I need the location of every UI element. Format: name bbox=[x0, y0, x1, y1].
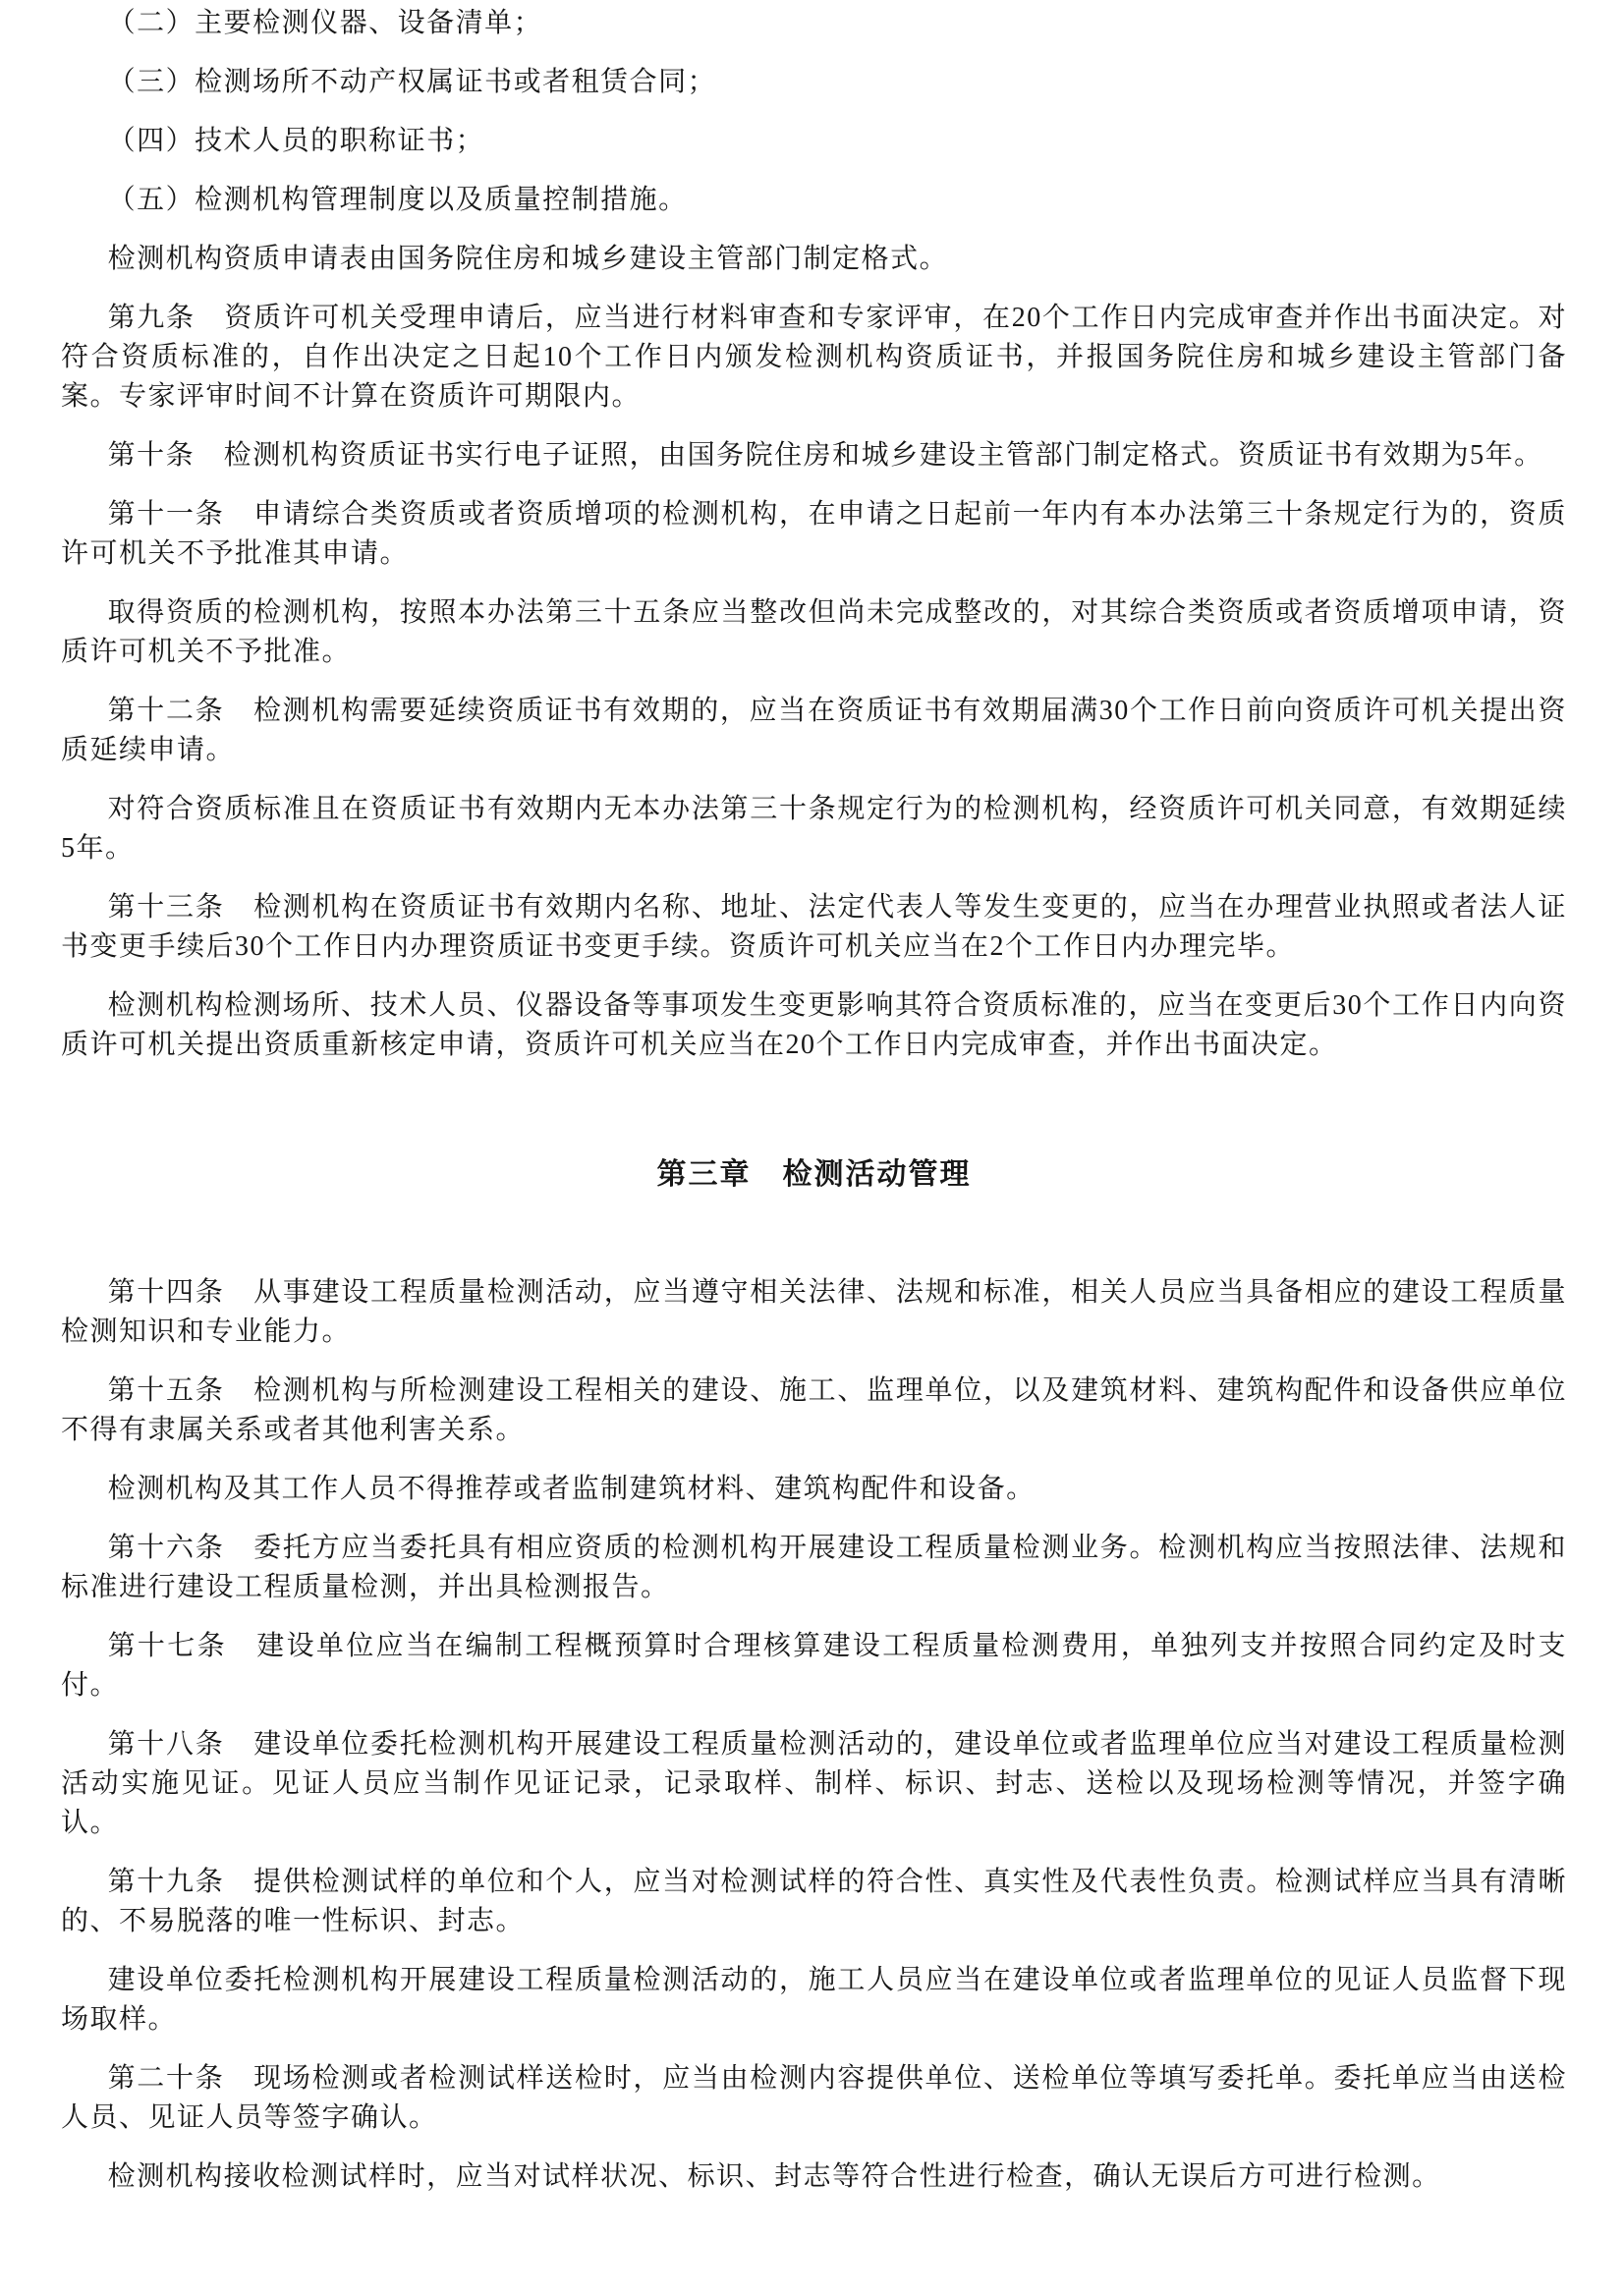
article-14-paragraph: 第十四条 从事建设工程质量检测活动，应当遵守相关法律、法规和标准，相关人员应当具备相应的建设工程质量检测知识和专业能力。 bbox=[61, 1277, 1567, 1347]
article-9-paragraph: 第九条 资质许可机关受理申请后，应当进行材料审查和专家评审，在20个工作日内完成审查并作出书面决定。对符合资质标准的，自作出决定之日起10个工作日内颁发检测机构资质证书，并报国务院住房和城乡建设主管部门备案。专家评审时间不计算在资质许可期限内。 bbox=[61, 303, 1567, 412]
article-18-paragraph: 第十八条 建设单位委托检测机构开展建设工程质量检测活动的，建设单位或者监理单位应当对建设工程质量检测活动实施见证。见证人员应当制作见证记录，记录取样、制样、标识、封志、送检以及现场检测等情况，并签字确认。 bbox=[61, 1729, 1567, 1838]
article-19-paragraph-1: 第十九条 提供检测试样的单位和个人，应当对检测试样的符合性、真实性及代表性负责。检测试样应当具有清晰的、不易脱落的唯一性标识、封志。 bbox=[61, 1867, 1567, 1936]
article-16-paragraph: 第十六条 委托方应当委托具有相应资质的检测机构开展建设工程质量检测业务。检测机构应当按照法律、法规和标准进行建设工程质量检测，并出具检测报告。 bbox=[61, 1533, 1567, 1602]
article-13-paragraph-2: 检测机构检测场所、技术人员、仪器设备等事项发生变更影响其符合资质标准的，应当在变更后30个工作日内向资质许可机关提出资质重新核定申请，资质许可机关应当在20个工作日内完成审查，并作出书面决定。 bbox=[61, 990, 1567, 1060]
article-12-paragraph-2: 对符合资质标准且在资质证书有效期内无本办法第三十条规定行为的检测机构，经资质许可机关同意，有效期延续5年。 bbox=[61, 794, 1567, 864]
article-12-paragraph-1: 第十二条 检测机构需要延续资质证书有效期的，应当在资质证书有效期届满30个工作日前向资质许可机关提出资质延续申请。 bbox=[61, 696, 1567, 765]
chapter-3-heading: 第三章 检测活动管理 bbox=[656, 1158, 972, 1191]
article-11-paragraph-1: 第十一条 申请综合类资质或者资质增项的检测机构，在申请之日起前一年内有本办法第三十条规定行为的，资质许可机关不予批准其申请。 bbox=[61, 499, 1567, 569]
article-13-paragraph-1: 第十三条 检测机构在资质证书有效期内名称、地址、法定代表人等发生变更的，应当在办理营业执照或者法人证书变更手续后30个工作日内办理资质证书变更手续。资质许可机关应当在2个工作日内办理完毕。 bbox=[61, 892, 1567, 962]
article-15-paragraph-1: 第十五条 检测机构与所检测建设工程相关的建设、施工、监理单位，以及建筑材料、建筑构配件和设备供应单位不得有隶属关系或者其他利害关系。 bbox=[61, 1375, 1567, 1445]
list-item-2: （二）主要检测仪器、设备清单； bbox=[107, 8, 543, 38]
article-11-paragraph-2: 取得资质的检测机构，按照本办法第三十五条应当整改但尚未完成整改的，对其综合类资质或者资质增项申请，资质许可机关不予批准。 bbox=[61, 597, 1567, 667]
list-item-4: （四）技术人员的职称证书； bbox=[107, 126, 485, 156]
paragraph-application-form: 检测机构资质申请表由国务院住房和城乡建设主管部门制定格式。 bbox=[107, 244, 949, 274]
article-10-paragraph: 第十条 检测机构资质证书实行电子证照，由国务院住房和城乡建设主管部门制定格式。资质证书有效期为5年。 bbox=[107, 440, 1543, 471]
article-17-paragraph: 第十七条 建设单位应当在编制工程概预算时合理核算建设工程质量检测费用，单独列支并按照合同约定及时支付。 bbox=[61, 1631, 1567, 1701]
list-item-5: （五）检测机构管理制度以及质量控制措施。 bbox=[107, 185, 688, 215]
article-20-paragraph-2: 检测机构接收检测试样时，应当对试样状况、标识、封志等符合性进行检查，确认无误后方可进行检测。 bbox=[107, 2161, 1441, 2192]
article-15-paragraph-2: 检测机构及其工作人员不得推荐或者监制建筑材料、建筑构配件和设备。 bbox=[107, 1474, 1036, 1504]
article-20-paragraph-1: 第二十条 现场检测或者检测试样送检时，应当由检测内容提供单位、送检单位等填写委托单。委托单应当由送检人员、见证人员等签字确认。 bbox=[61, 2063, 1567, 2133]
list-item-3: （三）检测场所不动产权属证书或者租赁合同； bbox=[107, 67, 717, 97]
article-19-paragraph-2: 建设单位委托检测机构开展建设工程质量检测活动的，施工人员应当在建设单位或者监理单位的见证人员监督下现场取样。 bbox=[61, 1965, 1567, 2035]
